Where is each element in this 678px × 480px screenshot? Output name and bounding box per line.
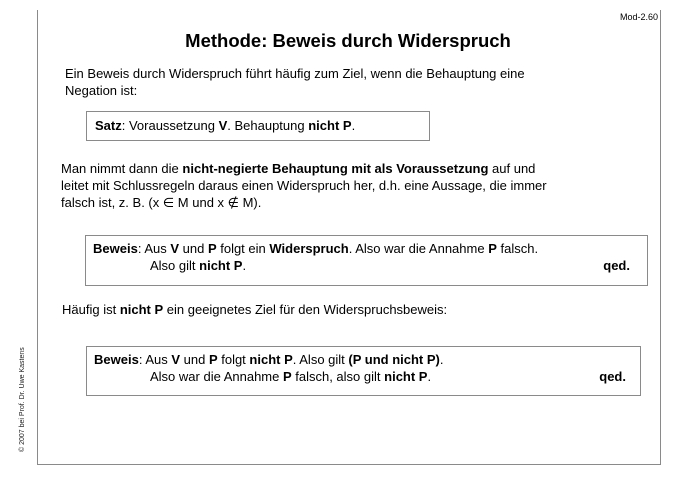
intro-paragraph: Ein Beweis durch Widerspruch führt häufig zum Ziel, wenn die Behauptung eine Negation ist: (65, 66, 525, 98)
slide-id: Mod-2.60 (619, 12, 658, 22)
copyright-notice: © 2007 bei Prof. Dr. Uwe Kastens (19, 347, 26, 452)
proof-box-1 (85, 235, 648, 286)
page-title: Methode: Beweis durch Widerspruch (185, 30, 511, 51)
method-paragraph: Man nimmt dann die nicht-negierte Behauptung mit als Voraussetzung auf und leitet mit Schlussregeln daraus einen Widerspruch her, d.h. eine Aussage, die immer falsch ist, z. B. (x ∈ M und x ∉ M). (61, 161, 547, 210)
proof2-line1: Beweis: Aus V und P folgt nicht P. Also gilt (P und nicht P). (94, 352, 444, 367)
proof1-line2: Also gilt nicht P. qed. (150, 258, 630, 273)
element-of-symbol: ∈ (162, 195, 175, 210)
proof1-line1: Beweis: Aus V und P folgt ein Widerspruch. Also war die Annahme P falsch. (93, 241, 539, 256)
satz-statement: Satz: Voraussetzung V. Behauptung nicht P. (95, 118, 356, 133)
not-element-of-symbol: ∉ (227, 195, 239, 210)
qed-mark: qed. (599, 369, 626, 384)
middle-paragraph: Häufig ist nicht P ein geeignetes Ziel für den Widerspruchsbeweis: (62, 302, 448, 317)
proof-box-2 (86, 346, 641, 396)
proof2-line2: Also war die Annahme P falsch, also gilt nicht P. qed. (150, 369, 626, 384)
qed-mark: qed. (603, 258, 630, 273)
satz-box (86, 111, 430, 141)
